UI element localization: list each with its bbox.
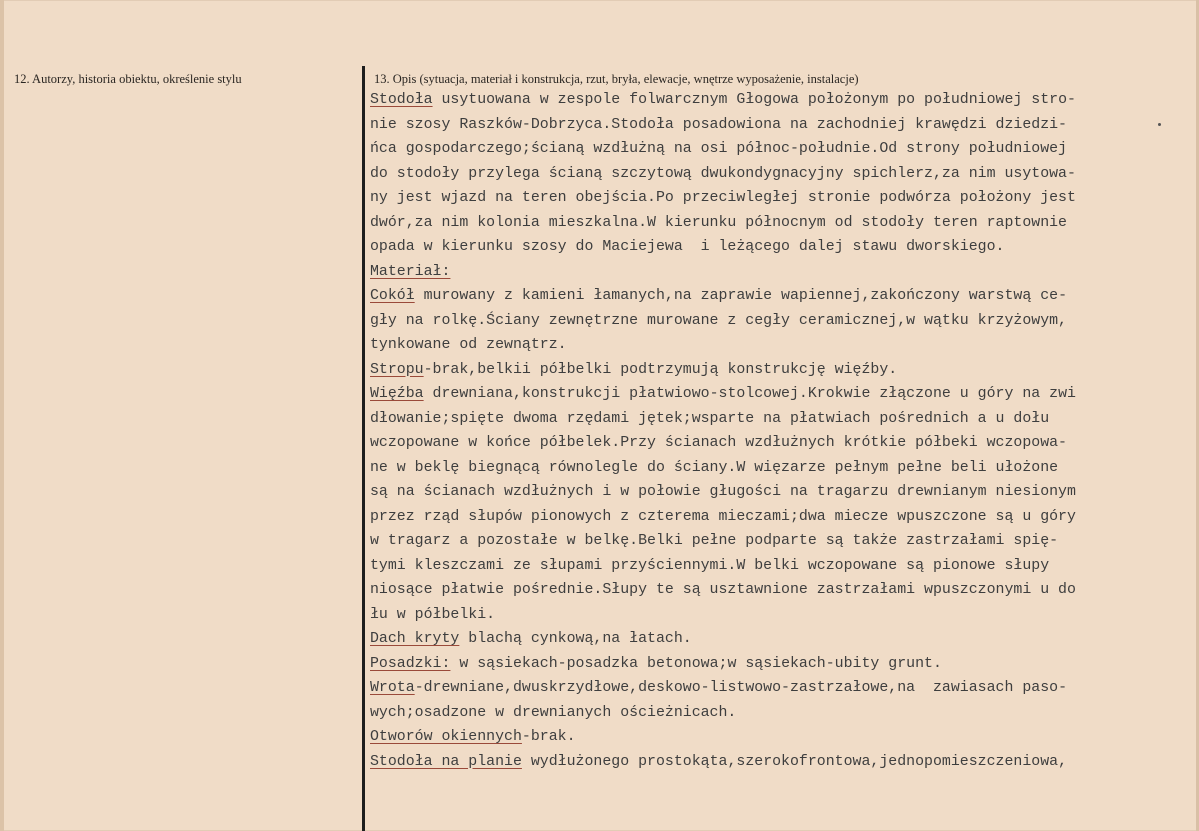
line-text: przez rząd słupów pionowych z czterema mieczami;dwa miecze wpuszczone są u góry [370,508,1076,525]
underlined-heading: Cokół [370,288,415,304]
line-text: dwór,za nim kolonia mieszkalna.W kierunku północnym od stodoły teren raptownie [370,214,1067,231]
line-text: -drewniane,dwuskrzydłowe,deskowo-listwowo-zastrzałowe,na zawiasach paso- [414,680,1068,696]
text-line [370,529,1160,554]
text-line [370,750,1160,775]
line-text: w tragarz a pozostałe w belkę.Belki pełne podparte są także zastrzałami spię- [370,533,1059,549]
line-text: dłowanie;spięte dwoma rzędami jętek;wsparte na płatwiach pośrednich a u dołu [370,410,1050,427]
text-line [370,309,1160,334]
text-line [370,456,1160,481]
line-text: w sąsiekach-posadzka betonowa;w sąsiekach-ubity grunt. [450,655,942,672]
description-text [370,88,1160,774]
text-line [370,260,1160,285]
text-line [370,88,1160,113]
text-line [370,333,1160,358]
text-line [370,113,1160,138]
line-text: są na ścianach wzdłużnych i w połowie gługości na tragarzu drewnianym niesionym [370,484,1076,500]
page-left-edge [0,0,4,831]
line-text: niosące płatwie pośrednie.Słupy te są usztawnione zastrzałami wpuszczonymi u do [370,582,1076,598]
text-line [370,431,1160,456]
line-text: do stodoły przylega ścianą szczytową dwukondygnacyjny spichlerz,za nim usytowa- [370,165,1076,182]
text-line [370,603,1160,628]
line-text: gły na rolkę.Ściany zewnętrzne murowane z cegły ceramicznej,w wątku krzyżowym, [370,312,1067,329]
text-line [370,211,1160,236]
line-text: usytuowana w zespole folwarcznym Głogowa położonym po południowej stro- [432,92,1076,108]
line-text: tymi kleszczami ze słupami przyściennymi.W belki wczopowane są pionowe słupy [370,557,1050,574]
underlined-heading: Stodoła na planie [370,753,522,770]
line-text: murowany z kamieni łamanych,na zaprawie wapiennej,zakończony warstwą ce- [414,288,1068,304]
section-12-heading: 12. Autorzy, historia obiektu, określenie stylu [14,72,242,86]
line-text: wydłużonego prostokąta,szerokofrontowa,jednopomieszczeniowa, [521,753,1068,770]
text-line [370,554,1160,579]
text-line [370,480,1160,505]
text-line [370,358,1160,383]
line-text: drewniana,konstrukcji płatwiowo-stolcowej.Krokwie złączone u góry na zwi [423,386,1076,402]
text-line [370,186,1160,211]
underlined-heading: Materiał: [370,263,451,280]
text-line [370,652,1160,677]
text-line [370,725,1160,750]
line-text: nie szosy Raszków-Dobrzyca.Stodoła posadowiona na zachodniej krawędzi dziedzi- [370,116,1067,133]
underlined-heading: Stodoła [370,92,433,108]
text-line [370,235,1160,260]
line-text: wczopowane w końce półbelek.Przy ścianach wzdłużnych krótkie półbeki wczopowa- [370,435,1067,451]
text-line [370,701,1160,726]
underlined-heading: Posadzki: [370,655,451,672]
line-text: ńca gospodarczego;ścianą wzdłużną na osi północ-południe.Od strony południowej [370,141,1067,157]
text-line [370,578,1160,603]
line-text: tynkowane od zewnątrz. [370,337,567,353]
section-13-heading: 13. Opis (sytuacja, materiał i konstrukcja, rzut, bryła, elewacje, wnętrze wyposażenie, instalacje) [374,72,859,86]
line-text: ny jest wjazd na teren obejścia.Po przeciwległej stronie podwórza położony jest [370,190,1076,206]
column-divider [362,66,365,831]
underlined-heading: Otworów okiennych [370,729,522,745]
line-text: łu w półbelki. [370,606,496,623]
line-text: opada w kierunku szosy do Maciejewa i leżącego dalej stawu dworskiego. [370,239,1005,255]
text-line [370,505,1160,530]
underlined-heading: Stropu [370,361,424,378]
line-text: -brak,belkii półbelki podtrzymują konstrukcję więźby. [423,361,898,378]
text-line [370,407,1160,432]
text-line [370,162,1160,187]
underlined-heading: Dach kryty [370,631,460,647]
text-line [370,627,1160,652]
text-line [370,137,1160,162]
line-text: ne w beklę biegnącą równolegle do ściany.W więzarze pełnym pełne beli ułożone [370,459,1059,476]
line-text: -brak. [521,729,576,745]
text-line [370,382,1160,407]
text-line [370,676,1160,701]
line-text: blachą cynkową,na łatach. [459,631,692,647]
underlined-heading: Wrota [370,680,415,696]
underlined-heading: Więźba [370,386,424,402]
text-line [370,284,1160,309]
line-text: wych;osadzone w drewnianych ościeżnicach. [370,704,737,721]
